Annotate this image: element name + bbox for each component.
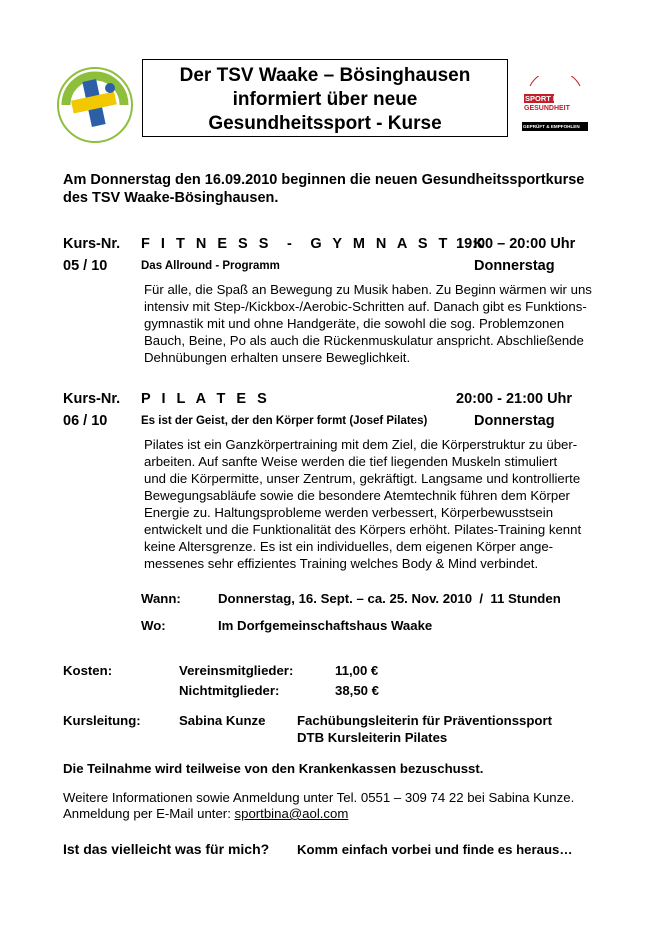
course1-subtitle: Das Allround - Programm xyxy=(141,260,280,272)
leader-name: Sabina Kunze xyxy=(179,713,266,728)
intro-line-2: des TSV Waake-Bösinghausen. xyxy=(63,190,279,206)
members-label: Vereinsmitglieder: xyxy=(179,663,294,678)
course2-day: Donnerstag xyxy=(474,413,555,429)
course1-description xyxy=(144,281,594,366)
when-label: Wann: xyxy=(141,591,181,606)
course2-desc-line: Pilates ist ein Ganzkörpertraining mit dem Ziel, die Körperstruktur zu über- xyxy=(144,437,578,452)
course2-number: 06 / 10 xyxy=(63,413,108,429)
course1-desc-line: Bauch, Beine, Po als auch die Rückenmuskulatur anspricht. Abschließende xyxy=(144,333,584,348)
members-price: 11,00 € xyxy=(335,663,379,678)
leader-title-1: Fachübungsleiterin für Präventionssport xyxy=(297,713,552,728)
course2-desc-line: Bewegungsabläufe sowie die besondere Atemtechnik führen dem Körper xyxy=(144,488,570,503)
leader-title-2: DTB Kursleiterin Pilates xyxy=(297,730,448,745)
logo-footer-text: GEPRÜFT & EMPFOHLEN xyxy=(523,124,580,129)
course2-name: P I L A T E S xyxy=(141,391,271,407)
when-value: Donnerstag, 16. Sept. – ca. 25. Nov. 2010 / 11 Stunden xyxy=(218,591,561,606)
course2-desc-line: arbeiten. Auf sanfte Weise werden die tief liegenden Muskeln stimuliert xyxy=(144,454,558,469)
header-line-2: informiert über neue xyxy=(232,89,418,110)
costs-label: Kosten: xyxy=(63,663,113,678)
leader-label: Kursleitung: xyxy=(63,713,141,728)
header-line-1: Der TSV Waake – Bösinghausen xyxy=(179,65,471,86)
pluspunkt-gesundheit-logo xyxy=(56,66,134,144)
email-line xyxy=(63,805,348,822)
header-line-3: Gesundheitssport - Kurse xyxy=(208,113,442,134)
course1-desc-line: Für alle, die Spaß an Bewegung zu Musik haben. Zu Beginn wärmen wir uns xyxy=(144,282,592,297)
course1-label: Kurs-Nr. xyxy=(63,236,121,252)
closing-answer: Komm einfach vorbei und finde es heraus… xyxy=(297,842,573,857)
course1-desc-line: intensiv mit Step-/Kickbox-/Aerobic-Schritten auf. Danach gibt es Funktions- xyxy=(144,299,587,314)
header-title-box xyxy=(142,59,508,137)
course2-desc-line: entwickelt und die Funktionalität des Körpers erhöht. Pilates-Training kennt xyxy=(144,522,582,537)
course2-subtitle: Es ist der Geist, der den Körper formt (Josef Pilates) xyxy=(141,415,428,427)
nonmembers-label: Nichtmitglieder: xyxy=(179,683,280,698)
pluspunkt-logo-icon xyxy=(56,66,134,144)
email-link[interactable]: sportbina@aol.com xyxy=(234,806,349,821)
intro-line-1: Am Donnerstag den 16.09.2010 beginnen die neuen Gesundheitssportkurse xyxy=(63,172,585,188)
email-prefix: Anmeldung per E-Mail unter: xyxy=(63,806,235,821)
contact-info: Weitere Informationen sowie Anmeldung unter Tel. 0551 – 309 74 22 bei Sabina Kunze. xyxy=(63,790,575,805)
logo-sport-pro-text: SPORT PRO xyxy=(525,94,570,103)
course1-desc-line: gymnastik mit und ohne Handgeräte, die sowohl die sog. Problemzonen xyxy=(144,316,565,331)
insurance-notice: Die Teilnahme wird teilweise von den Krankenkassen bezuschusst. xyxy=(63,761,484,776)
closing-question: Ist das vielleicht was für mich? xyxy=(63,841,270,857)
course1-day: Donnerstag xyxy=(474,258,555,274)
where-label: Wo: xyxy=(141,618,166,633)
course2-label: Kurs-Nr. xyxy=(63,391,121,407)
intro-text xyxy=(63,171,623,207)
sport-pro-gesundheit-logo xyxy=(520,76,590,134)
nonmembers-price: 38,50 € xyxy=(335,683,379,698)
course2-desc-line: Energie zu. Haltungsprobleme werden verbessert, Körperbewusstsein xyxy=(144,505,554,520)
course2-desc-line: und die Körpermitte, unser Zentrum, gekräftigt. Langsame und kontrollierte xyxy=(144,471,581,486)
course2-description xyxy=(144,436,594,572)
course1-time: 19:00 – 20:00 Uhr xyxy=(456,236,576,252)
course1-desc-line: Dehnübungen erhalten unsere Beweglichkeit. xyxy=(144,350,411,365)
course2-desc-line: keine Altersgrenze. Es ist ein individuelles, dem eigenen Körper ange- xyxy=(144,539,554,554)
course2-desc-line: messenes sehr effizientes Training welches Body & Mind verbindet. xyxy=(144,556,539,571)
course1-name: F I T N E S S - G Y M N A S T I K xyxy=(141,236,488,252)
logo-gesundheit-text: GESUNDHEIT xyxy=(524,105,570,112)
course1-number: 05 / 10 xyxy=(63,258,108,274)
where-value: Im Dorfgemeinschaftshaus Waake xyxy=(218,618,433,633)
course2-time: 20:00 - 21:00 Uhr xyxy=(456,391,573,407)
